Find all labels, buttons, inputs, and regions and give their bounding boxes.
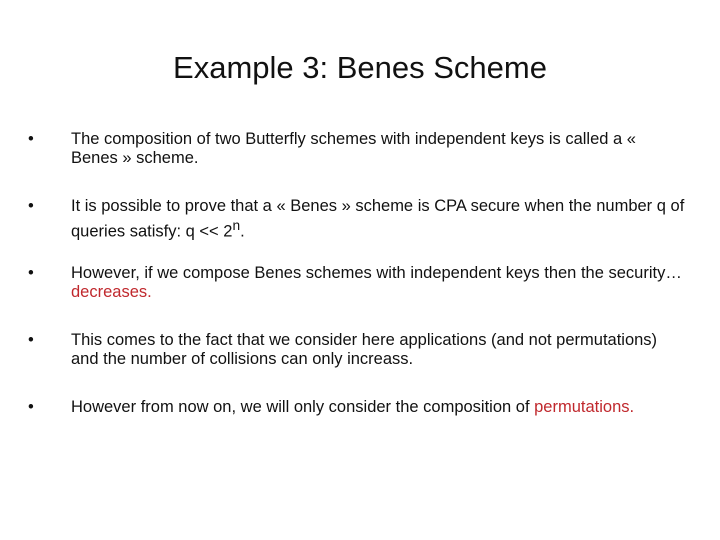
bullet-text — [71, 197, 686, 242]
bullet-dot-icon: • — [28, 398, 34, 416]
slide-title: Example 3: Benes Scheme — [173, 50, 547, 85]
bullet-dot-icon: • — [28, 197, 34, 215]
bullet-item — [28, 130, 688, 168]
bullet-dot-icon: • — [28, 264, 34, 282]
highlighted-text: permutations. — [534, 398, 635, 416]
bullet-dot-icon: • — [28, 130, 34, 148]
bullet-item — [28, 398, 688, 417]
bullet-text: This comes to the fact that we consider here applications (and not permutations) and the number of collisions can only increass. — [71, 331, 658, 368]
bullet-text — [71, 398, 686, 417]
bullet-text — [71, 264, 686, 302]
bullet-superscript: n — [232, 218, 241, 233]
bullet-text-end: . — [240, 222, 245, 241]
bullet-text: The composition of two Butterfly schemes with independent keys is called a « Benes » scheme. — [71, 130, 636, 167]
highlighted-text: decreases. — [71, 283, 152, 301]
bullet-text-main: However, if we compose Benes schemes with independent keys then the security… — [71, 264, 682, 282]
bullet-text-main: However from now on, we will only consider the composition of — [71, 398, 535, 416]
bullet-item — [28, 197, 688, 242]
bullet-item — [28, 264, 688, 302]
bullet-dot-icon: • — [28, 331, 34, 349]
bullet-item — [28, 331, 688, 369]
bullet-text-main: It is possible to prove that a « Benes » scheme is CPA secure when the number q of queries satisfy: q << 2 — [71, 197, 685, 241]
